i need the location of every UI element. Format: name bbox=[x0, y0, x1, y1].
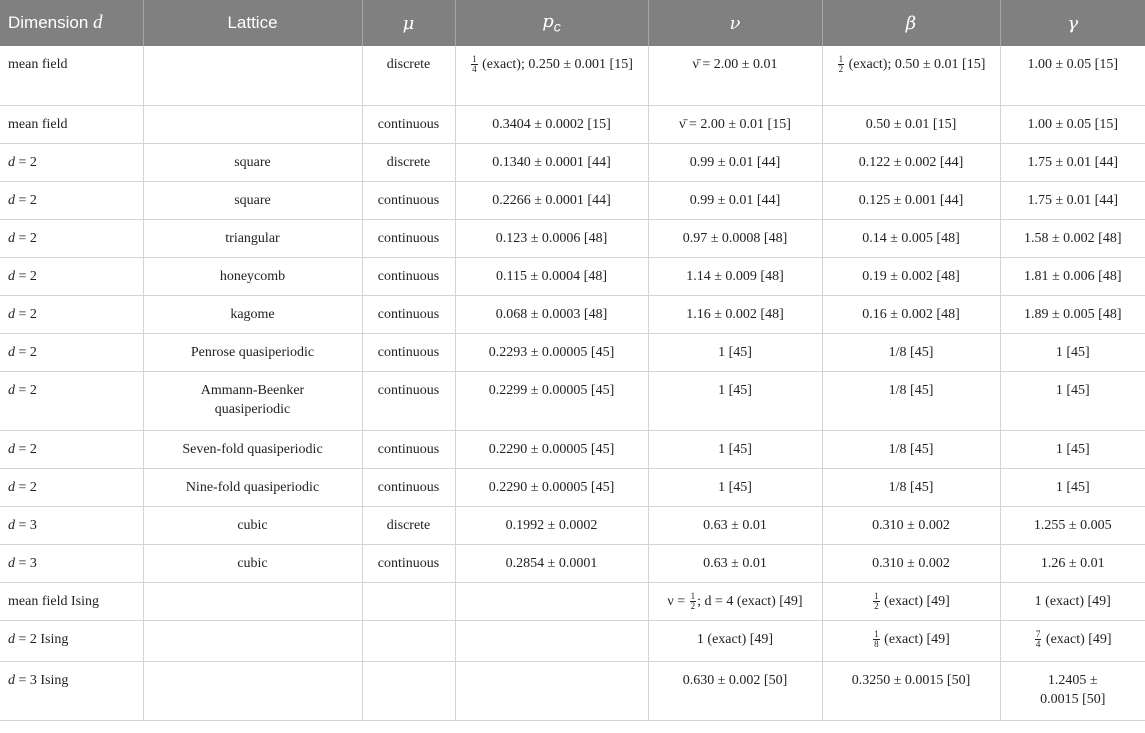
cell-pc bbox=[455, 661, 648, 720]
cell-beta: $\frac{1}{2}$ (exact); 0.50 ± 0.01 [15] bbox=[822, 46, 1000, 105]
cell-dimension: d = 2 bbox=[0, 430, 143, 468]
cell-pc: 0.2266 ± 0.0001 [44] bbox=[455, 181, 648, 219]
header-lattice: Lattice bbox=[143, 0, 362, 46]
header-mu: μ bbox=[362, 0, 455, 46]
cell-dimension: d = 2 bbox=[0, 333, 143, 371]
cell-gamma: 1.2405 ± 0.0015 [50] bbox=[1000, 661, 1145, 720]
cell-beta: 1/8 [45] bbox=[822, 468, 1000, 506]
cell-gamma: 1.26 ± 0.01 bbox=[1000, 544, 1145, 582]
cell-pc: 0.2290 ± 0.00005 [45] bbox=[455, 468, 648, 506]
cell-nu: 1 [45] bbox=[648, 333, 822, 371]
cell-lattice: honeycomb bbox=[143, 257, 362, 295]
cell-pc: 0.2293 ± 0.00005 [45] bbox=[455, 333, 648, 371]
fraction: $\frac{1}{2}$ bbox=[838, 54, 844, 75]
cell-nu: 1 [45] bbox=[648, 371, 822, 430]
header-dimension: Dimension d bbox=[0, 0, 143, 46]
cell-dimension: mean field bbox=[0, 105, 143, 143]
cell-mu bbox=[362, 582, 455, 620]
cell-lattice bbox=[143, 620, 362, 661]
cell-pc: 0.2299 ± 0.00005 [45] bbox=[455, 371, 648, 430]
cell-lattice: square bbox=[143, 143, 362, 181]
cell-nu: ν̄ = 2.00 ± 0.01 [15] bbox=[648, 105, 822, 143]
cell-lattice: Penrose quasiperiodic bbox=[143, 333, 362, 371]
cell-mu: continuous bbox=[362, 257, 455, 295]
table-row bbox=[0, 544, 1145, 582]
cell-lattice: kagome bbox=[143, 295, 362, 333]
cell-mu: discrete bbox=[362, 506, 455, 544]
cell-gamma: 1 [45] bbox=[1000, 333, 1145, 371]
cell-gamma: 1 (exact) [49] bbox=[1000, 582, 1145, 620]
cell-beta: 1/8 [45] bbox=[822, 333, 1000, 371]
cell-dimension: mean field bbox=[0, 46, 143, 105]
cell-dimension: d = 2 bbox=[0, 371, 143, 430]
cell-nu: 0.99 ± 0.01 [44] bbox=[648, 181, 822, 219]
cell-beta: 1/8 [45] bbox=[822, 371, 1000, 430]
cell-nu: 0.99 ± 0.01 [44] bbox=[648, 143, 822, 181]
cell-pc bbox=[455, 620, 648, 661]
header-beta: β bbox=[822, 0, 1000, 46]
cell-gamma: 1.00 ± 0.05 [15] bbox=[1000, 46, 1145, 105]
cell-nu: 1 [45] bbox=[648, 468, 822, 506]
table-row bbox=[0, 105, 1145, 143]
cell-lattice bbox=[143, 105, 362, 143]
cell-beta: 0.310 ± 0.002 bbox=[822, 544, 1000, 582]
cell-dimension: d = 2 bbox=[0, 219, 143, 257]
cell-beta: 0.16 ± 0.002 [48] bbox=[822, 295, 1000, 333]
cell-beta: 0.122 ± 0.002 [44] bbox=[822, 143, 1000, 181]
cell-beta: 0.19 ± 0.002 [48] bbox=[822, 257, 1000, 295]
cell-pc: 0.1340 ± 0.0001 [44] bbox=[455, 143, 648, 181]
cell-gamma: 1.58 ± 0.002 [48] bbox=[1000, 219, 1145, 257]
header-gamma: γ bbox=[1000, 0, 1145, 46]
table-row bbox=[0, 143, 1145, 181]
cell-mu: continuous bbox=[362, 430, 455, 468]
header-nu: ν bbox=[648, 0, 822, 46]
cell-mu bbox=[362, 661, 455, 720]
cell-gamma: 1.75 ± 0.01 [44] bbox=[1000, 143, 1145, 181]
cell-lattice: cubic bbox=[143, 544, 362, 582]
cell-pc: 0.115 ± 0.0004 [48] bbox=[455, 257, 648, 295]
cell-dimension: d = 2 bbox=[0, 468, 143, 506]
cell-nu: 1 [45] bbox=[648, 430, 822, 468]
fraction: $\frac{1}{2}$ bbox=[874, 590, 879, 611]
cell-mu: discrete bbox=[362, 143, 455, 181]
cell-gamma: 1.75 ± 0.01 [44] bbox=[1000, 181, 1145, 219]
table-row bbox=[0, 257, 1145, 295]
fraction: $\frac{1}{2}$ bbox=[690, 590, 696, 611]
table-row bbox=[0, 295, 1145, 333]
cell-beta: $\frac{1}{8}$ (exact) [49] bbox=[822, 620, 1000, 661]
cell-mu: continuous bbox=[362, 105, 455, 143]
cell-lattice: triangular bbox=[143, 219, 362, 257]
cell-dimension: d = 2 bbox=[0, 295, 143, 333]
table-row bbox=[0, 661, 1145, 720]
cell-lattice bbox=[143, 661, 362, 720]
cell-pc: 0.123 ± 0.0006 [48] bbox=[455, 219, 648, 257]
header-pc: $p_c$ bbox=[455, 0, 648, 46]
cell-pc bbox=[455, 582, 648, 620]
cell-mu bbox=[362, 620, 455, 661]
cell-dimension: d = 2 bbox=[0, 143, 143, 181]
table-row bbox=[0, 620, 1145, 661]
cell-pc: 0.2854 ± 0.0001 bbox=[455, 544, 648, 582]
cell-beta: 0.14 ± 0.005 [48] bbox=[822, 219, 1000, 257]
cell-lattice: Nine-fold quasiperiodic bbox=[143, 468, 362, 506]
cell-mu: continuous bbox=[362, 333, 455, 371]
cell-mu: continuous bbox=[362, 219, 455, 257]
table-row bbox=[0, 46, 1145, 105]
cell-gamma: 1 [45] bbox=[1000, 371, 1145, 430]
cell-dimension: d = 3 Ising bbox=[0, 661, 143, 720]
header-row bbox=[0, 0, 1145, 46]
cell-mu: discrete bbox=[362, 46, 455, 105]
cell-nu: 0.630 ± 0.002 [50] bbox=[648, 661, 822, 720]
cell-nu: 1.16 ± 0.002 [48] bbox=[648, 295, 822, 333]
cell-beta: 0.3250 ± 0.0015 [50] bbox=[822, 661, 1000, 720]
cell-gamma: 1 [45] bbox=[1000, 468, 1145, 506]
cell-nu: ν̄ = 2.00 ± 0.01 bbox=[648, 46, 822, 105]
table-row bbox=[0, 468, 1145, 506]
cell-dimension: mean field Ising bbox=[0, 582, 143, 620]
cell-dimension: d = 2 Ising bbox=[0, 620, 143, 661]
table-row bbox=[0, 219, 1145, 257]
cell-gamma: 1.00 ± 0.05 [15] bbox=[1000, 105, 1145, 143]
cell-beta: 0.125 ± 0.001 [44] bbox=[822, 181, 1000, 219]
cell-beta: 1/8 [45] bbox=[822, 430, 1000, 468]
cell-pc: 0.068 ± 0.0003 [48] bbox=[455, 295, 648, 333]
cell-gamma: 1 [45] bbox=[1000, 430, 1145, 468]
cell-pc: $\frac{1}{4}$ (exact); 0.250 ± 0.001 [15] bbox=[455, 46, 648, 105]
cell-mu: continuous bbox=[362, 544, 455, 582]
cell-pc: 0.3404 ± 0.0002 [15] bbox=[455, 105, 648, 143]
cell-mu: continuous bbox=[362, 371, 455, 430]
fraction: $\frac{1}{4}$ bbox=[472, 54, 477, 75]
cell-pc: 0.1992 ± 0.0002 bbox=[455, 506, 648, 544]
cell-gamma: $\frac{7}{4}$ (exact) [49] bbox=[1000, 620, 1145, 661]
cell-lattice: square bbox=[143, 181, 362, 219]
cell-lattice: Ammann-Beenker quasiperiodic bbox=[143, 371, 362, 430]
cell-dimension: d = 2 bbox=[0, 257, 143, 295]
cell-mu: continuous bbox=[362, 181, 455, 219]
cell-gamma: 1.81 ± 0.006 [48] bbox=[1000, 257, 1145, 295]
table-row bbox=[0, 582, 1145, 620]
cell-mu: continuous bbox=[362, 295, 455, 333]
cell-nu: ν = $\frac{1}{2}$ ; d = 4 (exact) [49] bbox=[648, 582, 822, 620]
table-row bbox=[0, 506, 1145, 544]
cell-nu: 1 (exact) [49] bbox=[648, 620, 822, 661]
table-row bbox=[0, 333, 1145, 371]
cell-nu: 0.63 ± 0.01 bbox=[648, 506, 822, 544]
fraction: $\frac{1}{8}$ bbox=[874, 628, 879, 649]
table-row bbox=[0, 371, 1145, 430]
fraction: $\frac{7}{4}$ bbox=[1035, 628, 1041, 649]
cell-nu: 0.97 ± 0.0008 [48] bbox=[648, 219, 822, 257]
cell-dimension: d = 3 bbox=[0, 506, 143, 544]
table-row bbox=[0, 181, 1145, 219]
cell-gamma: 1.89 ± 0.005 [48] bbox=[1000, 295, 1145, 333]
cell-nu: 0.63 ± 0.01 bbox=[648, 544, 822, 582]
cell-beta: 0.310 ± 0.002 bbox=[822, 506, 1000, 544]
cell-nu: 1.14 ± 0.009 [48] bbox=[648, 257, 822, 295]
cell-lattice bbox=[143, 582, 362, 620]
cell-pc: 0.2290 ± 0.00005 [45] bbox=[455, 430, 648, 468]
cell-mu: continuous bbox=[362, 468, 455, 506]
cell-beta: $\frac{1}{2}$ (exact) [49] bbox=[822, 582, 1000, 620]
cell-dimension: d = 2 bbox=[0, 181, 143, 219]
cell-gamma: 1.255 ± 0.005 bbox=[1000, 506, 1145, 544]
cell-lattice: Seven-fold quasiperiodic bbox=[143, 430, 362, 468]
cell-beta: 0.50 ± 0.01 [15] bbox=[822, 105, 1000, 143]
cell-lattice bbox=[143, 46, 362, 105]
cell-dimension: d = 3 bbox=[0, 544, 143, 582]
table-row bbox=[0, 430, 1145, 468]
cell-lattice: cubic bbox=[143, 506, 362, 544]
